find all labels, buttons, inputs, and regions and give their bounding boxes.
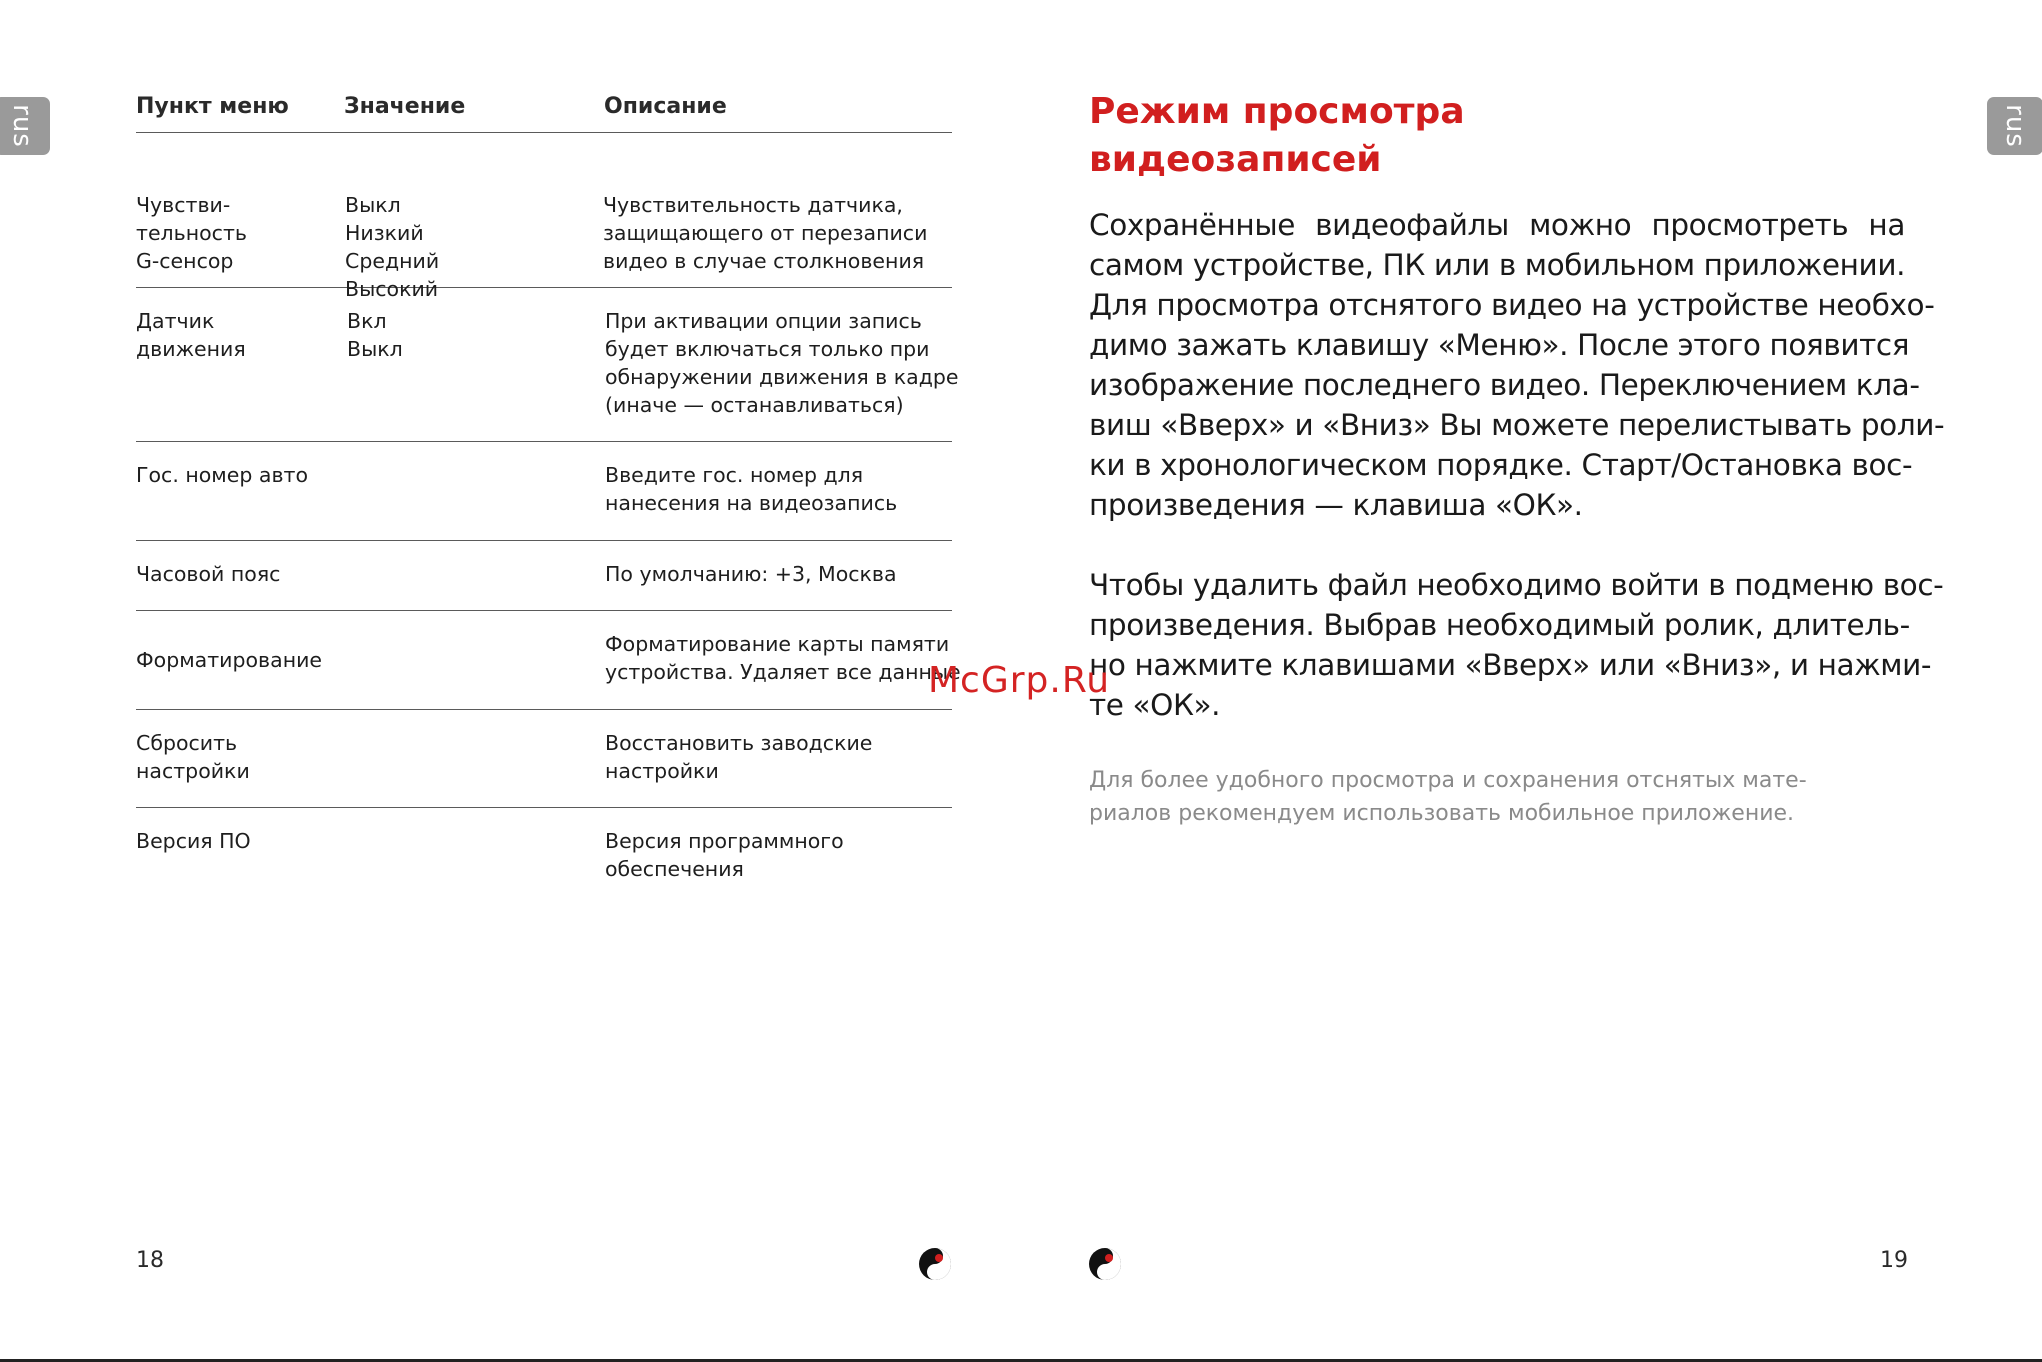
row-description: Восстановить заводские настройки xyxy=(605,731,873,783)
row-description: При активации опции запись будет включаться только при обнаружении движения в кадре (иначе — останавливаться) xyxy=(605,309,959,417)
row-description: Форматирование карты памяти устройства. Удаляет все данные xyxy=(605,632,961,684)
table-row xyxy=(136,611,961,710)
row-value: Выкл Низкий Средний Высокий xyxy=(345,193,440,301)
table-row xyxy=(136,808,952,898)
header-description: Описание xyxy=(604,94,727,119)
tip-note: Для более удобного просмотра и сохранения отснятых мате- риалов рекомендуем использовать мобильное приложение. xyxy=(1089,768,1807,826)
brand-logo-icon xyxy=(1088,1247,1122,1281)
table-row xyxy=(136,133,952,301)
page-number-left: 18 xyxy=(136,1248,164,1273)
row-item: Форматирование xyxy=(136,648,323,672)
row-description: Версия программного обеспечения xyxy=(605,829,844,881)
header-value: Значение xyxy=(344,94,466,119)
row-item: Часовой пояс xyxy=(136,562,281,586)
table-row xyxy=(136,710,952,808)
row-description: По умолчанию: +3, Москва xyxy=(605,562,897,586)
row-item: Гос. номер авто xyxy=(136,463,309,487)
body-paragraph-1: Сохранённые видеофайлы можно просмотреть на самом устройстве, ПК или в мобильном приложении. Для просмотра отснятого видео на устройстве необхо- димо зажать клавишу «Меню». После этого появится изображение последнего видео. Переключением кла- виш «Вверх» и «Вниз» Вы можете перелистывать роли- ки в хронологическом порядке. Старт/Остановка вос- произведения — клавиша «ОК». xyxy=(1089,208,1945,522)
header-menu-item: Пункт меню xyxy=(136,94,289,119)
row-item: Версия ПО xyxy=(136,829,251,853)
body-paragraph-2: Чтобы удалить файл необходимо войти в подменю вос- произведения. Выбрав необходимый ролик, длитель- но нажмите клавишами «Вверх» или «Вниз», и нажми- те «ОК». xyxy=(1089,568,1944,722)
row-value: Вкл Выкл xyxy=(347,309,403,361)
table-row xyxy=(136,288,959,442)
settings-table xyxy=(136,94,961,898)
row-description: Чувствительность датчика, защищающего от перезаписи видео в случае столкновения xyxy=(603,193,928,273)
language-tab-right: rus xyxy=(1987,97,2042,155)
row-item: Чувстви- тельность G-сенсор xyxy=(136,193,247,273)
brand-logo-icon xyxy=(918,1247,952,1281)
row-description: Введите гос. номер для нанесения на видеозапись xyxy=(605,463,898,515)
page-number-right: 19 xyxy=(1880,1248,1908,1273)
table-row xyxy=(136,442,952,541)
section-title: Режим просмотра видеозаписей xyxy=(1089,91,1465,180)
table-row xyxy=(136,541,952,611)
watermark: McGrp.Ru xyxy=(928,660,1111,701)
language-tab-left: rus xyxy=(0,97,50,155)
row-item: Сбросить настройки xyxy=(136,731,250,783)
row-item: Датчик движения xyxy=(136,309,246,361)
table-header xyxy=(136,94,952,133)
